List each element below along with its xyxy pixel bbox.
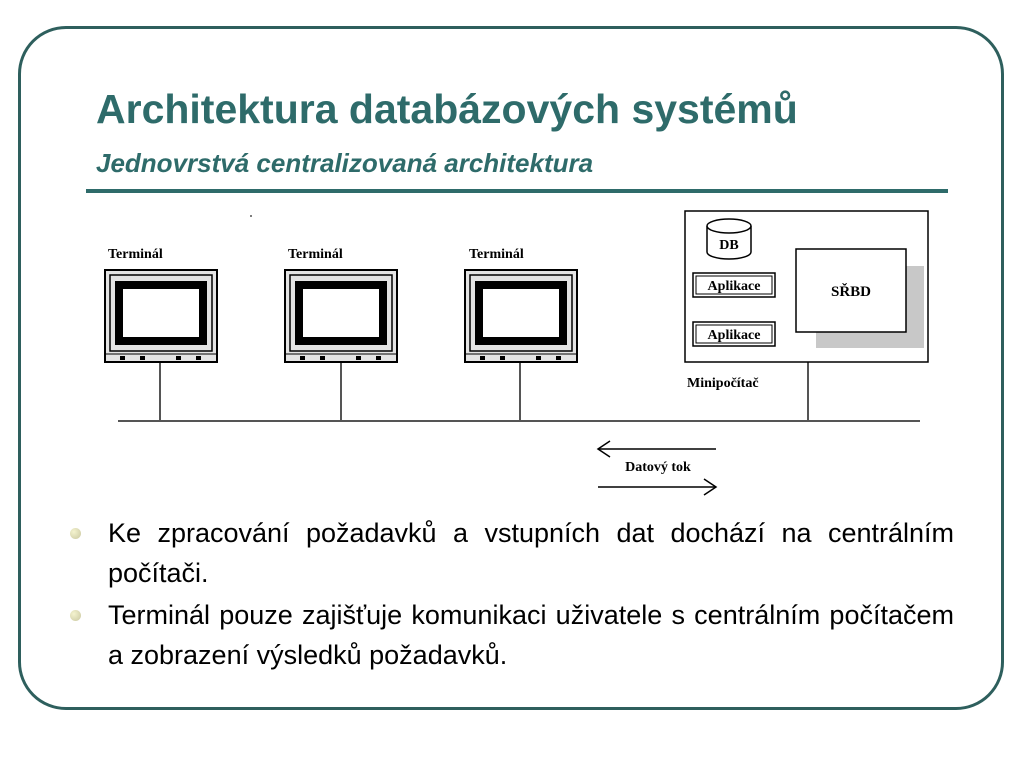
minicomputer-label: Minipočítač: [687, 376, 759, 391]
database-icon: [707, 219, 751, 259]
slide-title: Architektura databázových systémů: [96, 86, 798, 132]
dbms-label: SŘBD: [830, 284, 872, 300]
bullet-text: Ke zpracování požadavků a vstupních dat dochází na centrálním počítači.: [108, 518, 954, 588]
slide-subtitle: Jednovrstvá centralizovaná architektura: [96, 148, 594, 178]
terminal-3: [465, 247, 577, 362]
server-box: [685, 211, 928, 362]
bullet-icon: [70, 528, 81, 539]
bullet-text: Terminál pouze zajišťuje komunikaci uživatele s centrálním počítačem a zobrazení výsledků požadavků.: [108, 600, 954, 670]
terminal-label: Terminál: [469, 247, 524, 262]
terminal-2: [285, 247, 397, 362]
bullet-item: [70, 595, 954, 675]
data-flow-label: Datový tok: [625, 460, 691, 475]
db-label: DB: [719, 238, 739, 253]
bullet-icon: [70, 610, 81, 621]
data-flow: [598, 441, 716, 495]
application-label: Aplikace: [707, 279, 761, 294]
application-label: Aplikace: [707, 328, 761, 343]
terminal-label: Terminál: [108, 247, 163, 262]
terminal-label: Terminál: [288, 247, 343, 262]
bullet-item: [70, 513, 954, 593]
bullet-list: [70, 513, 954, 677]
terminal-1: [105, 247, 217, 362]
stray-dot: [250, 215, 252, 217]
